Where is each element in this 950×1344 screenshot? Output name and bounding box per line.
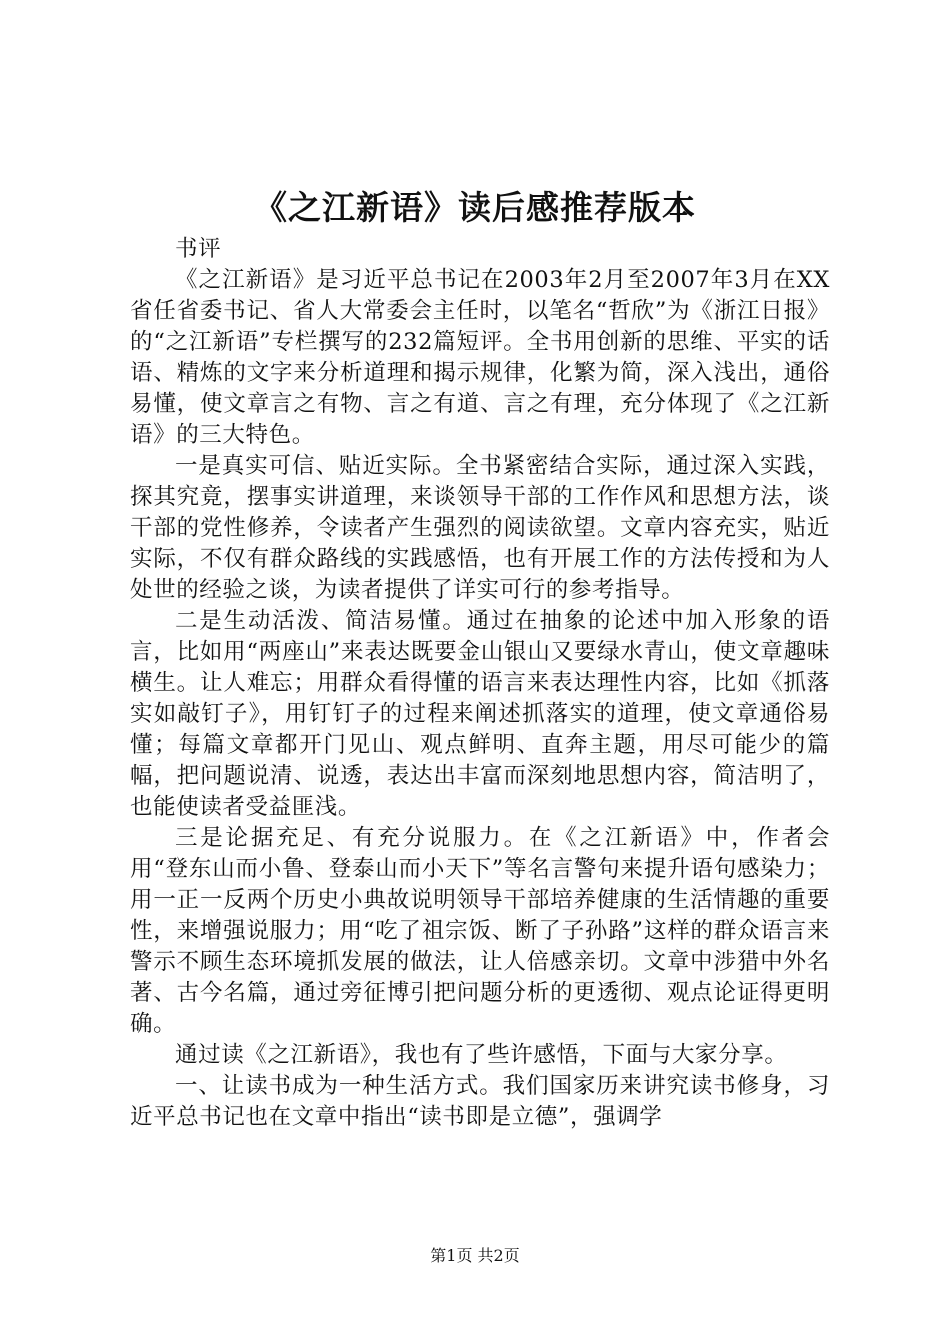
paragraph-section-one: 一、让读书成为一种生活方式。我们国家历来讲究读书修身，习近平总书记也在文章中指出“读书即是立德”，强调学 <box>130 1073 830 1130</box>
paragraph-intro: 《之江新语》是习近平总书记在2003年2月至2007年3月在XX省任省委书记、省人大常委会主任时，以笔名“哲欣”为《浙江日报》的“之江新语”专栏撰写的232篇短评。全书用创新的思维、平实的话语、精炼的文字来分析道理和揭示规律，化繁为简，深入浅出，通俗易懂，使文章言之有物、言之有道、言之有理，充分体现了《之江新语》的三大特色。 <box>130 267 830 448</box>
document-body <box>130 234 830 1133</box>
page-footer: 第1页 共2页 <box>430 1246 520 1265</box>
paragraph-point-two: 二是生动活泼、简洁易懂。通过在抽象的论述中加入形象的语言，比如用“两座山”来表达既要金山银山又要绿水青山，使文章趣味横生。让人难忘；用群众看得懂的语言来表达理性内容，比如《抓落实如敲钉子》，用钉钉子的过程来阐述抓落实的道理，使文章通俗易懂；每篇文章都开门见山、观点鲜明、直奔主题，用尽可能少的篇幅，把问题说清、说透，表达出丰富而深刻地思想内容，简洁明了，也能使读者受益匪浅。 <box>130 608 830 820</box>
document-title: 《之江新语》读后感推荐版本 <box>254 188 696 227</box>
paragraph-point-three: 三是论据充足、有充分说服力。在《之江新语》中，作者会用“登东山而小鲁、登泰山而小天下”等名言警句来提升语句感染力；用一正一反两个历史小典故说明领导干部培养健康的生活情趣的重要性，来增强说服力；用“吃了祖宗饭、断了子孙路”这样的群众语言来警示不顾生态环境抓发展的做法，让人倍感亲切。文章中涉猎中外名著、古今名篇，通过旁征博引把问题分析的更透彻、观点论证得更明确。 <box>130 825 830 1037</box>
paragraph-point-one: 一是真实可信、贴近实际。全书紧密结合实际，通过深入实践，探其究竟，摆事实讲道理，来谈领导干部的工作作风和思想方法，谈干部的党性修养，令读者产生强烈的阅读欲望。文章内容充实，贴近实际，不仅有群众路线的实践感悟，也有开展工作的方法传授和为人处世的经验之谈，为读者提供了详实可行的参考指导。 <box>130 453 830 603</box>
paragraph-label: 书评 <box>175 236 222 262</box>
paragraph-transition: 通过读《之江新语》，我也有了些许感悟，下面与大家分享。 <box>175 1042 788 1068</box>
